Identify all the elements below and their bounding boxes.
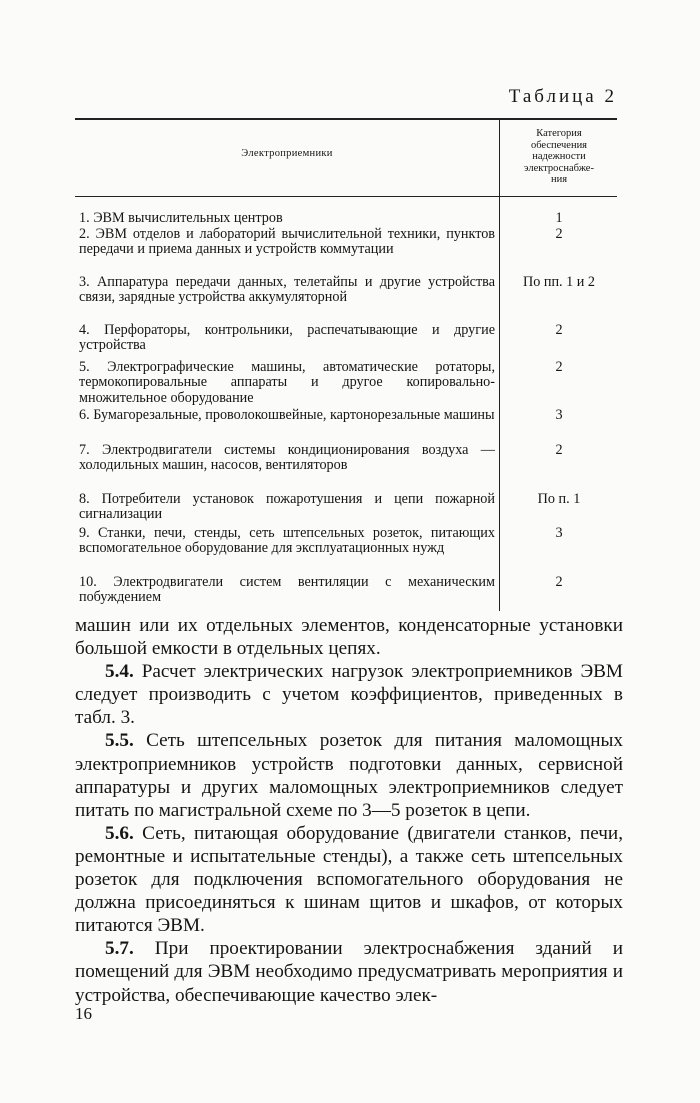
header-category-line: надежности [532,151,586,162]
header-category-line: Категория [536,128,582,139]
row-description: 9. Станки, печи, стенды, сеть штепсельных розеток, питающих вспомогательное оборудование для эксплуатационных нужд [79,525,495,557]
paragraph-5-5 [75,729,623,821]
clause-text: При проектировании электроснабжения зданий и помещений для ЭВМ необходимо предусматривать мероприятия и устройства, обеспечивающие качество элек- [75,938,623,1006]
header-category-line: обеспечения [530,139,588,151]
row-description: 6. Бумагорезальные, проволокошвейные, картонорезальные машины [79,407,495,423]
row-description: 4. Перфораторы, контрольники, распечатывающие и другие устройства [79,322,495,354]
clause-number: 5.5. [105,730,134,752]
paragraph-5-4 [75,660,623,729]
page-number: 16 [75,1004,92,1023]
row-category: По пп. 1 и 2 [522,274,596,290]
row-description: 2. ЭВМ отделов и лабораторий вычислительной техники, пунктов передачи и приема данных и устройств коммутации [79,226,495,258]
header-category-line: электроснабже- [524,162,594,174]
row-category: 2 [555,226,563,242]
row-category: 2 [555,359,563,375]
row-category: 2 [555,574,563,590]
paragraph-continuation: машин или их отдельных элементов, конденсаторные установки большой емкости в отдельных цепях. [75,615,623,660]
header-category-line: ния [550,174,568,185]
row-category: По п. 1 [537,491,581,507]
body-text [75,614,623,1007]
table-column-divider [499,118,500,611]
document-page [75,0,627,1103]
table-header-rule [75,196,617,197]
clause-number: 5.6. [105,822,134,844]
row-category: 3 [555,525,563,541]
row-description: 8. Потребители установок пожаротушения и цепи пожарной сигнализации [79,491,495,523]
row-category: 2 [555,442,563,458]
row-category: 3 [555,407,563,423]
header-consumers: Электроприемники [241,148,333,159]
clause-text: Сеть, питающая оборудование (двигатели станков, печи, ремонтные и испытательные стенды), а также сеть штепсельных розеток для подключения вспомогательного оборудования не должна присоединяться к шинам щитов и шкафов, от которых питаются ЭВМ. [75,822,623,937]
clause-text: Расчет электрических нагрузок электроприемников ЭВМ следует производить с учетом коэффициентов, приведенных в табл. 3. [75,661,623,729]
row-category: 1 [555,210,563,226]
clause-number: 5.4. [105,661,134,683]
row-category: 2 [555,322,563,338]
table-caption: Таблица 2 [508,86,617,107]
clause-number: 5.7. [105,938,134,960]
reliability-table [75,118,617,611]
row-description: 7. Электродвигатели системы кондиционирования воздуха — холодильных машин, насосов, вентиляторов [79,442,495,474]
paragraph-5-6 [75,822,623,937]
paragraph-5-7 [75,937,623,1006]
header-category [501,128,617,186]
row-description: 10. Электродвигатели систем вентиляции с механическим побуждением [79,574,495,606]
table-top-rule [75,118,617,120]
clause-text: Сеть штепсельных розеток для питания маломощных электроприемников устройств подготовки данных, сервисной аппаратуры и других маломощных электроприемников следует питать по магистральной схеме по 3—5 розеток в цепи. [75,730,623,821]
row-description: 3. Аппаратура передачи данных, телетайпы и другие устройства связи, зарядные устройства аккумуляторной [79,274,495,306]
row-description: 1. ЭВМ вычислительных центров [79,210,283,226]
row-description: 5. Электрографические машины, автоматические ротаторы, термокопировальные аппараты и другое копировально-множительное оборудование [79,359,495,406]
